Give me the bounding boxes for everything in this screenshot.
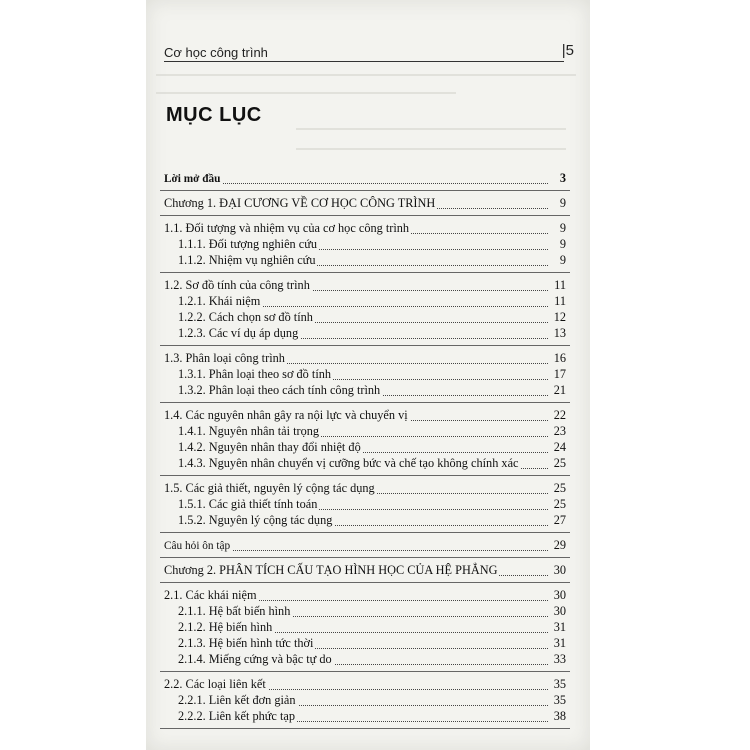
toc-entry <box>160 513 570 529</box>
toc-entry <box>160 481 570 497</box>
toc-entry-title: Lời mở đầu <box>164 173 221 185</box>
toc-entry-page: 31 <box>553 636 566 650</box>
toc-entry <box>160 456 570 472</box>
toc-entry <box>160 351 570 367</box>
toc-entry <box>160 278 570 294</box>
toc-entry <box>160 326 570 342</box>
toc-entry-title: 1.3.2. Phân loại theo cách tính công trình <box>178 383 381 397</box>
toc-entry-page: 9 <box>559 221 566 235</box>
toc-entry-page: 33 <box>553 652 566 666</box>
toc-entry-page: 25 <box>553 456 566 470</box>
toc-entry-page: 16 <box>553 351 566 365</box>
toc-entry-title: Chương 2. PHÂN TÍCH CẤU TẠO HÌNH HỌC CỦA HỆ PHẲNG <box>164 563 498 577</box>
toc-entry-title: 1.5.2. Nguyên lý cộng tác dụng <box>178 513 333 527</box>
toc-section <box>160 346 570 403</box>
toc-entry-page: 21 <box>553 383 566 397</box>
toc-entry <box>160 424 570 440</box>
toc-entry-page: 9 <box>559 237 566 251</box>
toc-entry <box>160 196 570 212</box>
header-title: Cơ học công trình <box>164 45 268 60</box>
toc-section <box>160 558 570 583</box>
toc-entry-title: 2.1.4. Miếng cứng và bậc tự do <box>178 652 332 666</box>
toc-entry <box>160 620 570 636</box>
toc-entry-title: 1.2.3. Các ví dụ áp dụng <box>178 326 299 340</box>
toc-entry-title: 2.1.1. Hệ bất biến hình <box>178 604 291 618</box>
toc-entry-page: 9 <box>559 253 566 267</box>
toc-entry-title: 2.2.2. Liên kết phức tạp <box>178 709 295 723</box>
toc-entry-page: 30 <box>553 588 566 602</box>
bleed-through-line <box>296 148 566 150</box>
toc-entry <box>160 383 570 399</box>
toc-section <box>160 583 570 672</box>
toc-heading: MỤC LỤC <box>166 104 262 126</box>
running-header <box>164 42 574 62</box>
toc-entry-title: 1.4.2. Nguyên nhân thay đổi nhiệt độ <box>178 440 361 454</box>
toc-section <box>160 672 570 729</box>
bleed-through-line <box>156 92 456 94</box>
toc-section <box>160 403 570 476</box>
toc-entry-title: 1.4. Các nguyên nhân gây ra nội lực và chuyển vị <box>164 408 408 422</box>
toc-entry-page: 31 <box>553 620 566 634</box>
toc-entry <box>160 221 570 237</box>
toc-entry-page: 11 <box>554 278 566 292</box>
toc-entry-page: 38 <box>553 709 566 723</box>
toc-entry-page: 24 <box>553 440 566 454</box>
toc-entry-page: 27 <box>553 513 566 527</box>
toc-entry <box>160 497 570 513</box>
toc-entry <box>160 652 570 668</box>
book-page <box>146 0 590 750</box>
toc-entry-title: 2.2.1. Liên kết đơn giản <box>178 693 296 707</box>
toc-section <box>160 533 570 558</box>
toc-entry <box>160 408 570 424</box>
bleed-through-line <box>296 128 566 130</box>
toc-entry <box>160 367 570 383</box>
toc-section <box>160 216 570 273</box>
toc-entry <box>160 171 570 187</box>
toc-entry-page: 30 <box>553 563 566 577</box>
toc-entry <box>160 636 570 652</box>
toc-entry <box>160 237 570 253</box>
toc-entry-title: 1.2. Sơ đồ tính của công trình <box>164 278 310 292</box>
toc-section <box>160 273 570 346</box>
table-of-contents <box>160 166 570 729</box>
toc-entry-title: 2.1.3. Hệ biến hình tức thời <box>178 636 314 650</box>
bleed-through-line <box>156 74 576 76</box>
toc-entry <box>160 310 570 326</box>
toc-entry-page: 35 <box>553 693 566 707</box>
toc-section <box>160 476 570 533</box>
toc-entry-title: 1.1.1. Đối tượng nghiên cứu <box>178 237 318 251</box>
toc-entry-title: 1.1.2. Nhiệm vụ nghiên cứu <box>178 253 316 267</box>
toc-entry <box>160 709 570 725</box>
toc-entry-page: 12 <box>553 310 566 324</box>
toc-section <box>160 166 570 191</box>
toc-entry <box>160 253 570 269</box>
toc-entry <box>160 538 570 554</box>
toc-entry-title: Câu hỏi ôn tập <box>164 540 231 552</box>
toc-entry-title: 1.1. Đối tượng và nhiệm vụ của cơ học công trình <box>164 221 410 235</box>
toc-entry-title: 1.5. Các giả thiết, nguyên lý cộng tác dụng <box>164 481 375 495</box>
toc-entry-title: Chương 1. ĐẠI CƯƠNG VỀ CƠ HỌC CÔNG TRÌNH <box>164 196 436 210</box>
toc-entry-page: 9 <box>559 196 566 210</box>
toc-section <box>160 191 570 216</box>
toc-entry-page: 30 <box>553 604 566 618</box>
toc-entry-page: 11 <box>554 294 566 308</box>
toc-entry-title: 2.1. Các khái niệm <box>164 588 257 602</box>
toc-entry <box>160 294 570 310</box>
toc-entry <box>160 677 570 693</box>
toc-entry-page: 3 <box>559 171 566 185</box>
toc-entry-title: 1.4.3. Nguyên nhân chuyển vị cưỡng bức và chế tạo không chính xác <box>178 456 519 470</box>
toc-entry-title: 1.3. Phân loại công trình <box>164 351 285 365</box>
header-rule <box>164 61 564 62</box>
toc-entry <box>160 604 570 620</box>
toc-entry-title: 1.3.1. Phân loại theo sơ đồ tính <box>178 367 332 381</box>
toc-entry-page: 13 <box>553 326 566 340</box>
toc-entry-page: 35 <box>553 677 566 691</box>
toc-entry-title: 2.2. Các loại liên kết <box>164 677 266 691</box>
toc-entry <box>160 440 570 456</box>
toc-entry-page: 22 <box>553 408 566 422</box>
toc-entry-title: 2.1.2. Hệ biến hình <box>178 620 273 634</box>
toc-entry <box>160 588 570 604</box>
toc-entry-page: 29 <box>553 538 566 552</box>
toc-entry-title: 1.4.1. Nguyên nhân tải trọng <box>178 424 320 438</box>
toc-entry-page: 25 <box>553 481 566 495</box>
toc-entry-page: 23 <box>553 424 566 438</box>
toc-entry <box>160 693 570 709</box>
toc-entry <box>160 563 570 579</box>
toc-entry-title: 1.2.2. Cách chọn sơ đồ tính <box>178 310 313 324</box>
toc-entry-title: 1.5.1. Các giả thiết tính toán <box>178 497 318 511</box>
header-page-number: |5 <box>561 42 574 59</box>
toc-entry-page: 25 <box>553 497 566 511</box>
toc-entry-title: 1.2.1. Khái niệm <box>178 294 261 308</box>
toc-entry-page: 17 <box>553 367 566 381</box>
